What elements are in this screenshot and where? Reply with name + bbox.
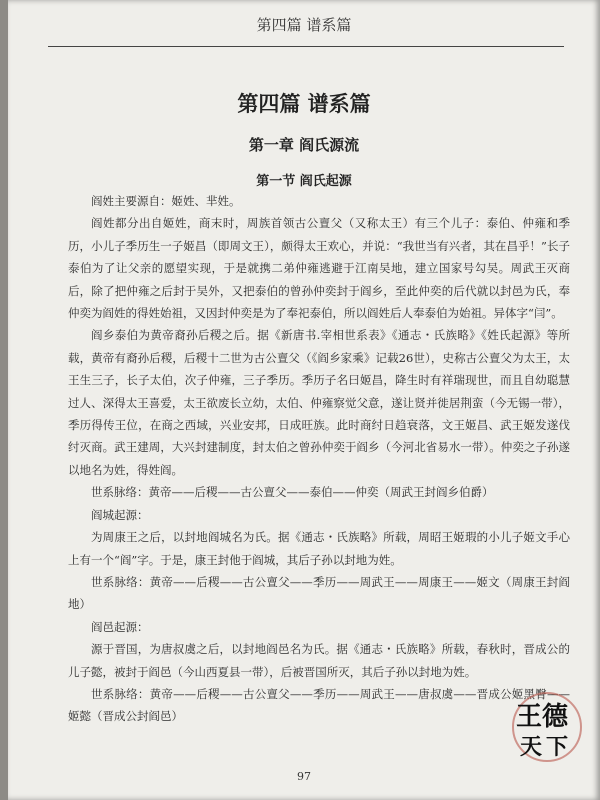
chapter-title: 第一章 阎氏源流 <box>248 136 360 154</box>
book-page <box>8 0 600 800</box>
paragraph: 阎姓主要源自：姬姓、芈姓。 <box>91 194 241 208</box>
lineage-line: 世系脉络：黄帝——后稷——古公亶父——泰伯——仲奕（周武王封阎乡伯爵） <box>91 485 494 500</box>
subheading: 阎邑起源： <box>91 619 149 634</box>
part-title: 第四篇 谱系篇 <box>237 91 371 116</box>
watermark-glyph: 下 <box>546 735 569 760</box>
watermark-logo <box>508 686 584 782</box>
section-title: 第一节 阎氏起源 <box>256 174 352 189</box>
paragraph: 阎姓都分出自姬姓，商末时，周族首领古公亶父（又称太王）有三个儿子：泰伯、仲雍和季历，小儿子季历生一子姬昌（即周文王），颇得太王欢心，并说：“我世当有兴者，其在昌乎！”长子泰伯为了让父亲的愿望实现，于是就携二弟仲雍逃避于江南吴地，建立国家号勾吴。周武王灭商后，除了把仲雍之后封于吴外，又把泰伯的曾孙仲奕封于阎乡，至此仲奕的后代就以封邑为氏，奉仲奕为阎姓的得姓始祖，又因封仲奕是为了奉祀泰伯，所以阎姓后人奉泰伯为始祖。异体字“闫”。 <box>68 216 570 321</box>
watermark-glyph: 天 <box>520 735 543 760</box>
watermark-glyph: 德 <box>542 702 569 732</box>
lineage-line: 世系脉络：黄帝——后稷——古公亶父——季历——周武王——周康王——姬文（周康王封阎地） <box>68 574 570 612</box>
page-number: 97 <box>297 770 311 783</box>
paragraph: 阎乡泰伯为黄帝裔孙后稷之后。据《新唐书.宰相世系表》《通志・氏族略》《姓氏起源》等所载，黄帝有裔孙后稷，后稷十二世为古公亶父（《阎乡家乘》记载26世），史称古公亶父为太王，太王生三子，长子太伯，次子仲雍，三子季历。季历子名曰姬昌，降生时有祥瑞现世，而且自幼聪慧过人、深得太王喜爱，太王欲废长立幼，太伯、仲雍察觉父意，遂让贤并徙居荆蛮（今无锡一带），季历得传王位，在商之西域，兴业安邦，日成旺族。此时商纣日趋衰落，文王姬昌、武王姬发遂伐纣灭商。武王建周，大兴封建制度，封太伯之曾孙仲奕于阎乡（今河北省易水一带）。仲奕之子孙遂以地名为姓，得姓阎。 <box>68 328 570 477</box>
header-rule <box>48 46 564 47</box>
paragraph: 为周康王之后，以封地阎城名为氏。据《通志・氏族略》所载，周昭王姬瑕的小儿子姬文手心上有一个“阎”字。于是，康王封他于阎城，其后子孙以封地为姓。 <box>68 530 570 567</box>
running-header: 第四篇 谱系篇 <box>256 16 352 34</box>
paragraph: 源于晋国，为唐叔虞之后，以封地阎邑名为氏。据《通志・氏族略》所载，春秋时，晋成公的儿子懿，被封于阎邑（今山西夏县一带），后被晋国所灭，其后子孙以封地为姓。 <box>68 642 570 679</box>
watermark-glyph: 王 <box>516 702 543 732</box>
body-text <box>68 190 570 728</box>
subheading: 阎城起源： <box>91 507 149 522</box>
lineage-line: 世系脉络：黄帝——后稷——古公亶父——季历——周武王——唐叔虞——晋成公姬黑臀——姬懿（晋成公封阎邑） <box>68 686 570 724</box>
